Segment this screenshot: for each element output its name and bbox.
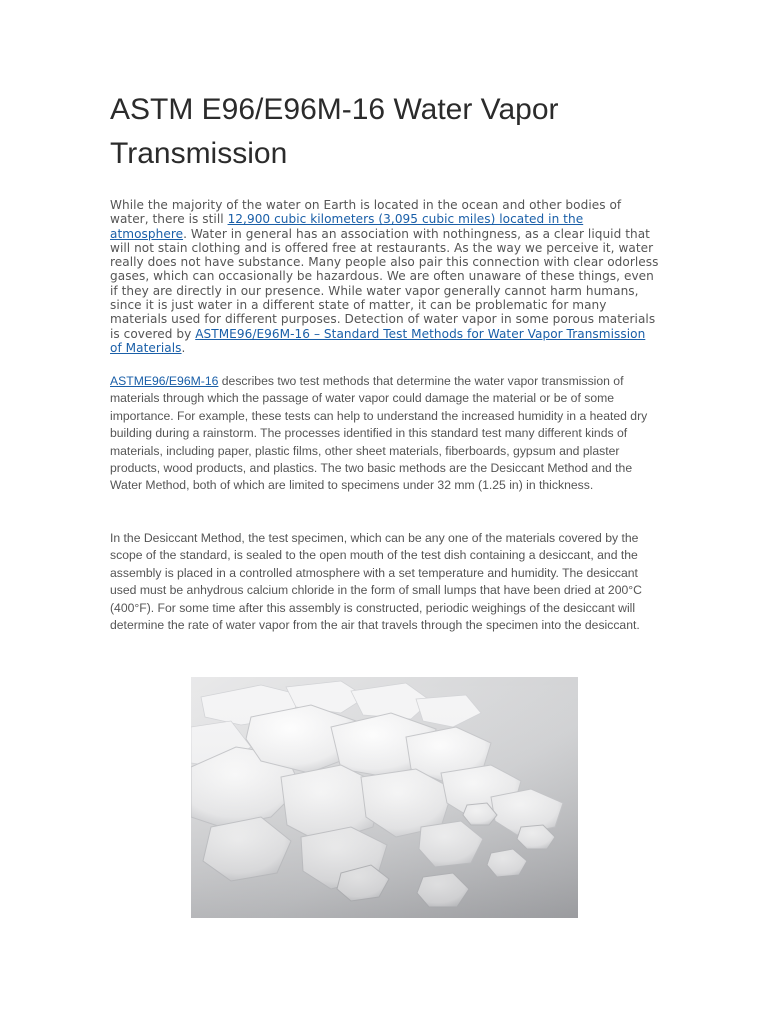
methods-paragraph <box>110 373 662 495</box>
astm-e96-link[interactable]: ASTME96/E96M-16 <box>110 374 219 388</box>
intro-text-1: While the majority of the water on Earth is located in the ocean and other bodies of water, there is still <box>110 198 622 227</box>
atmosphere-water-link[interactable]: 12,900 cubic kilometers (3,095 cubic miles) located in the atmosphere <box>110 212 584 241</box>
methods-text: describes two test methods that determine the water vapor transmission of materials through which the passage of water vapor could damage the material or be of some importance. For example, these tests can help to understand the increased humidity in a heated dry building during a rainstorm. The processes identified in this standard test many different kinds of materials, including paper, plastic films, other sheet materials, fiberboards, gypsum and plaster products, wood products, and plastics. The two basic methods are the Desiccant Method and the Water Method, both of which are limited to specimens under 32 mm (1.25 in) in thickness. <box>110 374 648 493</box>
calcium-chloride-photo <box>191 677 578 918</box>
photo-shadow-overlay <box>191 677 578 918</box>
desiccant-method-paragraph: In the Desiccant Method, the test specimen, which can be any one of the materials covered by the scope of the standard, is sealed to the open mouth of the test dish containing a desiccant, and the assembly is placed in a controlled atmosphere with a set temperature and humidity. The desiccant used must be anhydrous calcium chloride in the form of small lumps that have been dried at 200°C (400°F). For some time after this assembly is constructed, periodic weighings of the desiccant will determine the rate of water vapor from the air that travels through the specimen into the desiccant. <box>110 531 642 633</box>
page-title: ASTM E96/E96M-16 Water Vapor Transmission <box>110 93 559 170</box>
intro-text-2: . Water in general has an association with nothingness, as a clear liquid that will not stain clothing and is offered free at restaurants. As the way we perceive it, water really does not have substance. Many people also pair this connection with clear odorless gases, which can occasionally be hazardous. We are often unaware of these things, even if they are directly in our presence. While water vapor generally cannot harm humans, since it is just water in a different state of matter, it can be problematic for many materials used for different purposes. Detection of water vapor in some porous materials is covered by <box>110 226 659 341</box>
astm-standard-link[interactable]: ASTME96/E96M-16 – Standard Test Methods for Water Vapor Transmission of Materials <box>110 326 646 355</box>
intro-text-3: . <box>181 340 186 355</box>
intro-paragraph <box>110 198 660 355</box>
